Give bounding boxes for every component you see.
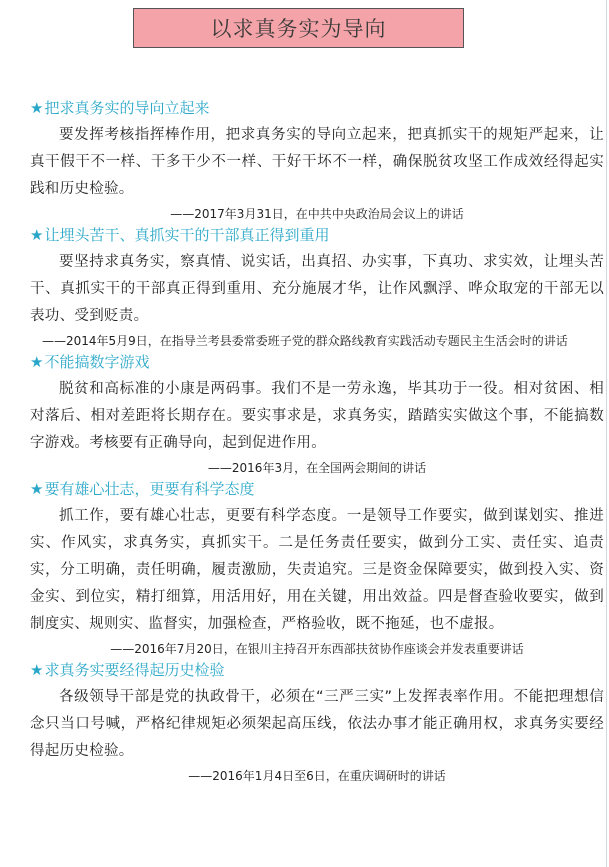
section-body: 抓工作，要有雄心壮志，更要有科学态度。一是领导工作要实，做到谋划实、推进实、作风实，求真务实，真抓实干。二是任务责任要实，做到分工实、责任实、追责实，分工明确，责任明确，履责激励，失责追究。三是资金保障要实，做到投入实、资金实、到位实，精打细算，用活用好，用在关键，用出效益。四是督查验收要实，做到制度实、规则实、监督实，加强检查，严格验收，既不拖延，也不虚报。 (30, 508, 604, 632)
section-heading (30, 224, 604, 246)
section-source: ——2016年7月20日，在银川主持召开东西部扶贫协作座谈会并发表重要讲话 (110, 642, 524, 656)
section-heading (30, 351, 604, 373)
section-source: ——2017年3月31日，在中共中央政治局会议上的讲话 (170, 207, 464, 221)
article-content (30, 97, 604, 786)
section-1 (30, 97, 604, 224)
section-body: 要发挥考核指挥棒作用，把求真务实的导向立起来，把真抓实干的规矩严起来，让真干假干不一样、干多干少不一样、干好干坏不一样，确保脱贫攻坚工作成效经得起实践和历史检验。 (30, 127, 604, 197)
star-icon: ★ (30, 353, 44, 371)
section-heading (30, 659, 604, 681)
page-edge-rule (606, 0, 607, 867)
section-3 (30, 351, 604, 478)
star-icon: ★ (30, 99, 44, 117)
section-4 (30, 478, 604, 659)
section-source: ——2016年1月4日至6日，在重庆调研时的讲话 (188, 769, 446, 783)
star-icon: ★ (30, 661, 44, 679)
section-body: 要坚持求真务实，察真情、说实话，出真招、办实事，下真功、求实效，让埋头苦干、真抓实干的干部真正得到重用、充分施展才华，让作风飘浮、哗众取宠的干部无以表功、受到贬责。 (30, 254, 604, 324)
page-title: 以求真务实为导向 (133, 8, 464, 48)
section-heading (30, 97, 604, 119)
section-heading-text: 不能搞数字游戏 (44, 353, 150, 371)
section-heading-text: 要有雄心壮志，更要有科学态度 (44, 480, 255, 498)
section-heading-text: 求真务实要经得起历史检验 (44, 661, 225, 679)
section-body: 各级领导干部是党的执政骨干，必须在“三严三实”上发挥表率作用。不能把理想信念只当口号喊，严格纪律规矩必须架起高压线，依法办事才能正确用权，求真务实要经得起历史检验。 (30, 689, 604, 759)
section-body: 脱贫和高标准的小康是两码事。我们不是一劳永逸，毕其功于一役。相对贫困、相对落后、相对差距将长期存在。要实事求是，求真务实，踏踏实实做这个事，不能搞数字游戏。考核要有正确导向，起到促进作用。 (30, 381, 604, 451)
section-heading (30, 478, 604, 500)
section-heading-text: 让埋头苦干、真抓实干的干部真正得到重用 (44, 226, 330, 244)
star-icon: ★ (30, 226, 44, 244)
section-5 (30, 659, 604, 786)
section-heading-text: 把求真务实的导向立起来 (44, 99, 210, 117)
section-2 (30, 224, 604, 351)
star-icon: ★ (30, 480, 44, 498)
section-source: ——2014年5月9日，在指导兰考县委常委班子党的群众路线教育实践活动专题民主生活会时的讲话 (42, 334, 568, 348)
section-source: ——2016年3月，在全国两会期间的讲话 (207, 461, 427, 475)
